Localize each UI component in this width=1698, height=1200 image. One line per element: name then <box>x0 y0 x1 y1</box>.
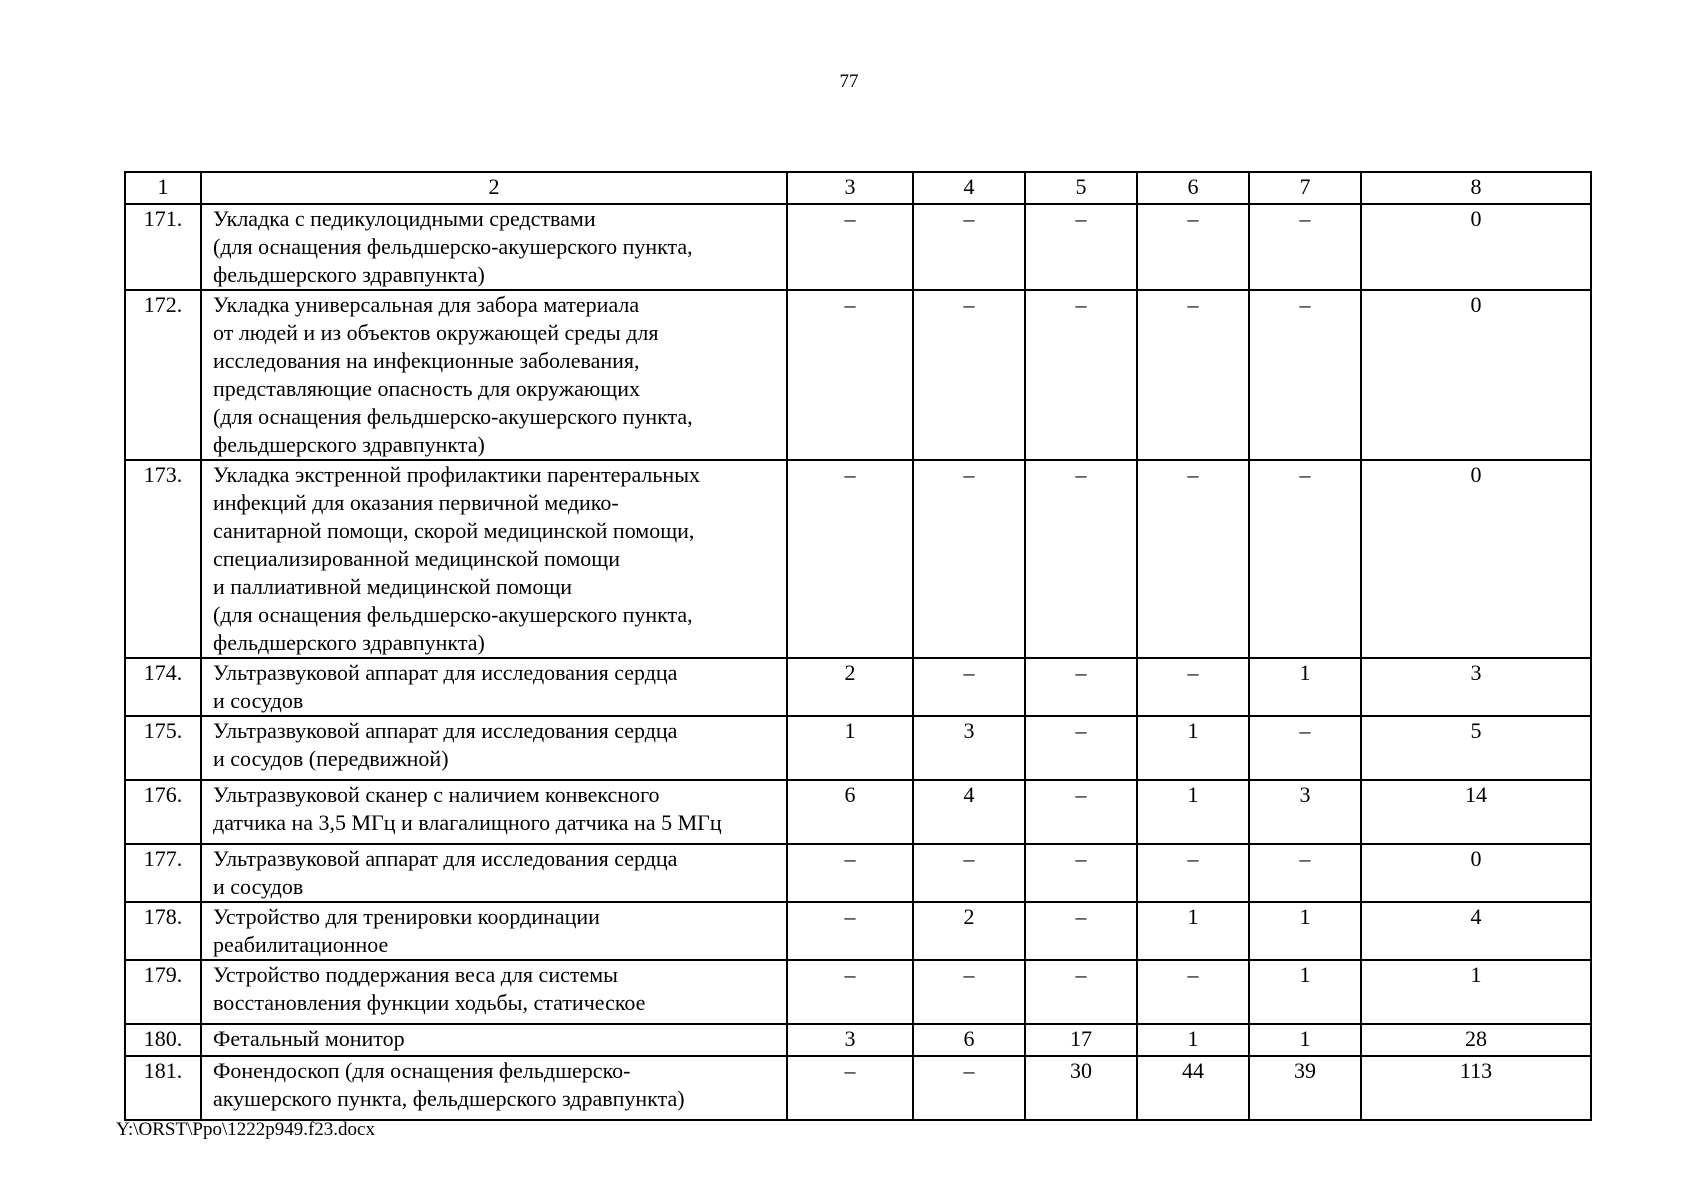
value-cell: 6 <box>913 1024 1025 1056</box>
value-cell: 3 <box>1249 780 1361 844</box>
table-row <box>125 460 1591 658</box>
column-header: 7 <box>1249 172 1361 204</box>
column-header: 6 <box>1137 172 1249 204</box>
value-cell: – <box>913 290 1025 460</box>
value-cell: – <box>1025 902 1137 960</box>
value-cell: 1 <box>787 716 913 780</box>
table-row <box>125 902 1591 960</box>
value-cell: – <box>1137 290 1249 460</box>
column-header: 1 <box>125 172 201 204</box>
item-name: Ультразвуковой аппарат для исследования сердца и сосудов <box>201 844 787 902</box>
value-cell: – <box>1025 960 1137 1024</box>
value-cell: – <box>787 902 913 960</box>
total-cell: 0 <box>1361 844 1591 902</box>
value-cell: 39 <box>1249 1056 1361 1120</box>
total-cell: 1 <box>1361 960 1591 1024</box>
value-cell: 1 <box>1137 1024 1249 1056</box>
item-name: Укладка с педикулоцидными средствами (для оснащения фельдшерско-акушерского пункта, фельдшерского здравпункта) <box>201 204 787 290</box>
value-cell: – <box>913 844 1025 902</box>
row-number: 171. <box>125 204 201 290</box>
table-row <box>125 658 1591 716</box>
item-name: Устройство поддержания веса для системы восстановления функции ходьбы, статическое <box>201 960 787 1024</box>
total-cell: 0 <box>1361 204 1591 290</box>
value-cell: – <box>913 658 1025 716</box>
column-header: 2 <box>201 172 787 204</box>
total-cell: 5 <box>1361 716 1591 780</box>
value-cell: – <box>1249 716 1361 780</box>
row-number: 175. <box>125 716 201 780</box>
value-cell: – <box>787 844 913 902</box>
row-number: 178. <box>125 902 201 960</box>
value-cell: – <box>913 1056 1025 1120</box>
value-cell: – <box>787 460 913 658</box>
value-cell: 1 <box>1137 780 1249 844</box>
value-cell: – <box>787 290 913 460</box>
value-cell: – <box>1137 960 1249 1024</box>
value-cell: 2 <box>913 902 1025 960</box>
value-cell: – <box>1137 658 1249 716</box>
value-cell: 3 <box>913 716 1025 780</box>
value-cell: 6 <box>787 780 913 844</box>
item-name: Ультразвуковой аппарат для исследования сердца и сосудов <box>201 658 787 716</box>
value-cell: – <box>1249 460 1361 658</box>
row-number: 180. <box>125 1024 201 1056</box>
column-header: 8 <box>1361 172 1591 204</box>
value-cell: 4 <box>913 780 1025 844</box>
equipment-table <box>124 171 1592 1121</box>
value-cell: – <box>1025 658 1137 716</box>
row-number: 177. <box>125 844 201 902</box>
value-cell: 1 <box>1249 1024 1361 1056</box>
item-name: Ультразвуковой сканер с наличием конвексного датчика на 3,5 МГц и влагалищного датчика на 5 МГц <box>201 780 787 844</box>
row-number: 176. <box>125 780 201 844</box>
value-cell: 2 <box>787 658 913 716</box>
value-cell: – <box>1025 844 1137 902</box>
value-cell: – <box>1249 844 1361 902</box>
total-cell: 14 <box>1361 780 1591 844</box>
value-cell: 30 <box>1025 1056 1137 1120</box>
value-cell: – <box>787 204 913 290</box>
table-row <box>125 844 1591 902</box>
row-number: 174. <box>125 658 201 716</box>
file-path-footer: Y:\ORST\Ppo\1222p949.f23.docx <box>116 1119 375 1140</box>
value-cell: – <box>1025 780 1137 844</box>
value-cell: 1 <box>1249 960 1361 1024</box>
value-cell: – <box>1025 204 1137 290</box>
table-row <box>125 960 1591 1024</box>
value-cell: – <box>1249 290 1361 460</box>
row-number: 173. <box>125 460 201 658</box>
column-header: 3 <box>787 172 913 204</box>
value-cell: – <box>1025 460 1137 658</box>
value-cell: 1 <box>1249 902 1361 960</box>
value-cell: – <box>1137 460 1249 658</box>
total-cell: 113 <box>1361 1056 1591 1120</box>
value-cell: 1 <box>1137 716 1249 780</box>
value-cell: – <box>913 460 1025 658</box>
total-cell: 0 <box>1361 460 1591 658</box>
total-cell: 0 <box>1361 290 1591 460</box>
page-number: 77 <box>839 71 859 92</box>
table-row <box>125 1056 1591 1120</box>
column-header: 5 <box>1025 172 1137 204</box>
value-cell: – <box>1025 290 1137 460</box>
value-cell: – <box>1137 844 1249 902</box>
item-name: Фетальный монитор <box>201 1024 787 1056</box>
table-row <box>125 1024 1591 1056</box>
item-name: Устройство для тренировки координации реабилитационное <box>201 902 787 960</box>
item-name: Ультразвуковой аппарат для исследования сердца и сосудов (передвижной) <box>201 716 787 780</box>
total-cell: 3 <box>1361 658 1591 716</box>
item-name: Фонендоскоп (для оснащения фельдшерско- акушерского пункта, фельдшерского здравпункта) <box>201 1056 787 1120</box>
item-name: Укладка экстренной профилактики парентеральных инфекций для оказания первичной медико- санитарной помощи, скорой медицинской помощи, специализированной медицинской помощи и паллиативной медицинской помощи (для оснащения фельдшерско-акушерского пункта, фельдшерского здравпункта) <box>201 460 787 658</box>
value-cell: – <box>1249 204 1361 290</box>
table-header-row <box>125 172 1591 204</box>
row-number: 181. <box>125 1056 201 1120</box>
value-cell: 1 <box>1137 902 1249 960</box>
value-cell: 3 <box>787 1024 913 1056</box>
total-cell: 4 <box>1361 902 1591 960</box>
value-cell: – <box>787 1056 913 1120</box>
item-name: Укладка универсальная для забора материала от людей и из объектов окружающей среды для исследования на инфекционные заболевания, представляющие опасность для окружающих (для оснащения фельдшерско-акушерского пункта, фельдшерского здравпункта) <box>201 290 787 460</box>
value-cell: – <box>913 204 1025 290</box>
column-header: 4 <box>913 172 1025 204</box>
value-cell: – <box>1137 204 1249 290</box>
table-row <box>125 290 1591 460</box>
total-cell: 28 <box>1361 1024 1591 1056</box>
value-cell: – <box>1025 716 1137 780</box>
value-cell: 44 <box>1137 1056 1249 1120</box>
value-cell: 17 <box>1025 1024 1137 1056</box>
value-cell: – <box>913 960 1025 1024</box>
table-row <box>125 780 1591 844</box>
value-cell: 1 <box>1249 658 1361 716</box>
value-cell: – <box>787 960 913 1024</box>
row-number: 179. <box>125 960 201 1024</box>
table-row <box>125 716 1591 780</box>
table-row <box>125 204 1591 290</box>
row-number: 172. <box>125 290 201 460</box>
